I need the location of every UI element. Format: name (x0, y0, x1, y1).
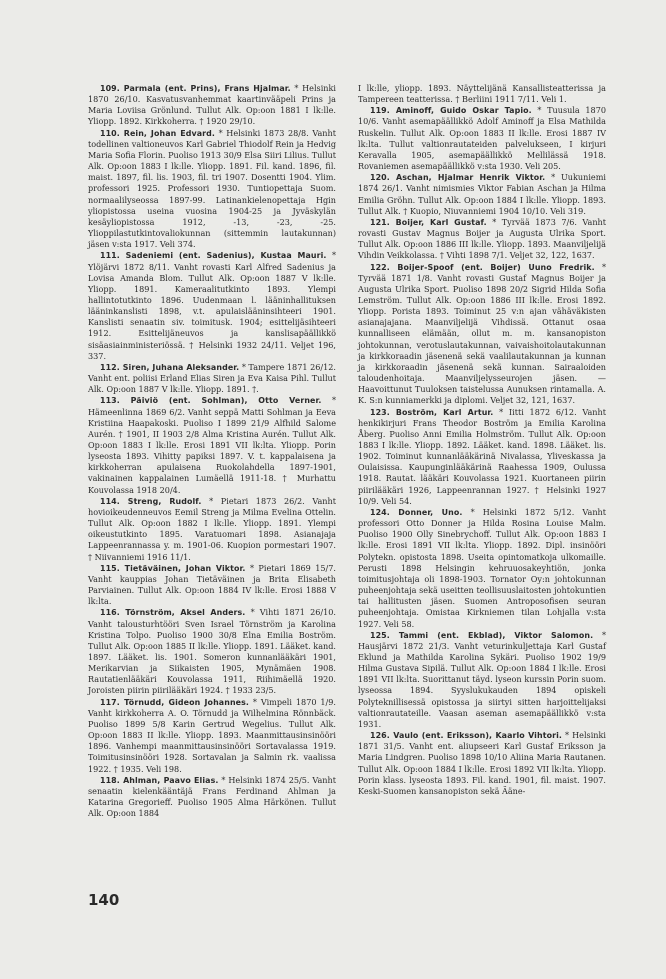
biography-entry (88, 697, 336, 775)
entry-name: Vaulo (ent. Eriksson), Kaarlo Vihtori. (393, 731, 562, 741)
entry-text: * Pietari 1869 15/7. Vanht kauppias Johan Tietäväinen ja Brita Elisabeth Parviainen. Tullut Alk. Op:oon 1884 IV lk:lle. Erosi 1888 V lk:lta. (88, 562, 336, 607)
entry-text: I lk:lle, yliopp. 1893. Näyttelijänä Kansallisteatterissa ja Tampereen teatterissa. † Berliini 1911 7/11. Veli 1. (358, 83, 606, 105)
entry-number: 112. (100, 362, 120, 372)
entry-number: 126. (370, 731, 390, 741)
entry-text: * Hausjärvi 1872 21/3. Vanht veturinkuljettaja Karl Gustaf Eklund ja Mathilda Karolina Sykäri. Puoliso 1902 19/9 Hilma Gustava Sipilä. Tullut Alk. Op:oon 1884 I lk:lle. Erosi 1891 VII lk:lta. Suorittanut täyd. lyseon kurssin Porin suom. lyseossa 1894. Syyslukukauden 1894 opiskeli Polyteknillisessä opistossa ja siirtyi sitten harjoittelijaksi valtionrautateille. Vaasan aseman asemapäällikkö v:sta 1931. (358, 629, 606, 729)
entry-text: * Iitti 1872 6/12. Vanht henkikirjuri Frans Theodor Boström ja Emilia Karolina Åberg. Puoliso Anni Emilia Holmström. Tullut Alk. Op:oon 1883 I lk:lle. Yliopp. 1892. Lääket. kand. 1898. Lääket. lis. 1902. Toiminut kunnanlääkärinä Nivalassa, Yliveskassa ja Oulaisissa. Kaupunginlääkärinä Raahessa 1909, Oulussa 1918. Rautat. lääkäri Kouvolassa 1921. Kuortaneen piirin piirilääkäri 1926, Lappeenrannan 1927. † Helsinki 1927 10/9. Veli 54. (358, 406, 606, 506)
entry-heading (370, 408, 493, 417)
entry-number: 119. (370, 106, 390, 116)
biography-entry (358, 262, 606, 407)
entry-heading (100, 698, 249, 707)
left-column (88, 83, 336, 819)
entry-heading (370, 508, 463, 517)
entry-heading (100, 564, 246, 573)
entry-text: * Helsinki 1873 28/8. Vanht todellinen valtioneuvos Karl Gabriel Thiodolf Rein ja Hedvig Maria Sofia Florin. Puoliso 1913 30/9 Elsa Siiri Lilius. Tullut Alk. Op:oon 1883 I lk:lle. Yliopp. 1891. Fil. kand. 1896, fil. maist. 1897, fil. lis. 1903, fil. tri 1907. Dosentti 1904. Ylim. professori 1925. Professori 1930. Tuntiopettaja Suom. normaalilyseossa 1897-99. Latinankielenopettaja Hgin yliopistossa useina vuosina 1904-25 ja Jyväskylän kesäyliopistossa 1912, -13, -23, -25. Ylioppilastutkintovaliokunnan (sittemmin lautakunnan) jäsen v:sta 1917. Veli 374. (88, 127, 337, 250)
biography-entry (88, 362, 336, 395)
entry-heading (370, 173, 545, 182)
entry-name: Parmala (ent. Prins), Frans Hjalmar. (123, 84, 291, 93)
entry-heading (370, 631, 593, 640)
entry-number: 125. (370, 630, 390, 640)
entry-name: Tammi (ent. Ekblad), Viktor Salomon. (398, 630, 594, 640)
entry-heading (100, 776, 218, 785)
right-column (358, 83, 606, 797)
entry-name: Rein, Johan Edvard. (123, 128, 215, 138)
entry-text: * Pietari 1873 26/2. Vanht hovioikeudenneuvos Eemil Streng ja Milma Evelina Ottelin. Tullut Alk. Op:oon 1882 I lk:lle. Yliopp. 1891. Ylempi oikeustutkinto 1895. Varatuomari 1898. Asianajaja Lappeenrannassa y. m. 1901-06. Kuopion pormestari 1907. † Niivanniemi 1916 11/1. (88, 495, 336, 562)
entry-text: * Vimpeli 1870 1/9. Vanht kirkkoherra A. O. Törnudd ja Wilhelmina Rönnbäck. Puoliso 1899 5/8 Karin Gertrud Wegelius. Tullut Alk. Op:oon 1883 II lk:lle. Yliopp. 1893. Maanmittausinsinööri 1896. Vanhempi maanmittausinsinööri Sortavalassa 1919. Toimitusinsinööri 1928. Sortavalan ja Salmin rk. vaalissa 1922. † 1935. Veli 198. (88, 696, 336, 774)
entry-name: Aminoff, Guido Oskar Tapio. (395, 106, 532, 116)
entry-heading (100, 251, 326, 260)
entry-name: Aschan, Hjalmar Henrik Viktor. (396, 173, 546, 183)
biography-entry (358, 407, 606, 507)
biography-entry (358, 217, 606, 262)
entry-heading (370, 106, 532, 115)
entry-heading (100, 363, 239, 372)
entry-heading (100, 497, 202, 506)
entry-name: Ahlman, Paavo Elias. (123, 775, 219, 785)
entry-number: 115. (100, 563, 120, 573)
biography-entry (88, 496, 336, 563)
entry-text: * Helsinki 1871 31/5. Vanht ent. aliupseeri Karl Gustaf Eriksson ja Maria Lindgren. Puoliso 1898 10/10 Aliina Maria Rautanen. Tullut Alk. Op:oon 1884 I lk:lle. Erosi 1892 VII lk:lta. Yliopp. Porin klass. lyseosta 1893. Fil. kand. 1901, fil. maist. 1907. Keski-Suomen kansanopiston sekä Ääne- (358, 730, 606, 796)
entry-number: 118. (100, 775, 120, 785)
entry-heading (370, 263, 595, 272)
biography-entry (358, 172, 606, 217)
entry-text: * Helsinki 1872 5/12. Vanht professori Otto Donner ja Hilda Rosina Louise Malm. Puoliso 1900 Olly Sinebrychoff. Tullut Alk. Op:oon 1883 I lk:lle. Erosi 1891 VII lk:lta. Yliopp. 1892. Dipl. insinööri Polytekn. opistosta 1898. Useita opintomatkoja ulkomaille. Perusti 1898 Helsingin kehruuosakeyhtiön, jonka toimitusjohtaja oli 1898-1903. Tornator Oy:n johtokunnan puheenjohtaja sekä useitten teollisuuslaitosten johtokuntien tai hallitusten jäsen. Suomen Antroposofisen seuran puheenjohtaja. Omistaa Kirkniemen tilan Lohjalla v:sta 1927. Veli 58. (358, 506, 606, 629)
entry-heading (100, 129, 215, 138)
entry-name: Donner, Uno. (398, 507, 463, 517)
entry-text: * Tyrvää 1871 1/8. Vanht rovasti Gustaf Magnus Boijer ja Augusta Ulrika Sport. Puoliso 1898 20/2 Sigrid Hilda Sofia Lemström. Tullut Alk. Op:oon 1886 III lk:lle. Erosi 1892. Yliopp. Poristа 1893. Toiminut 25 v:n ajan vähäväkisten asianajajana. Maanviljelijä Vihdissä. Ottanut osaa kunnalliseen elämään, ollut m. m. kansanopiston johtokunnan, verotuslautakunnan, vaivaishoitolautakunnan ja kirkkoraadin jäsenenä sekä vaalilautakunnan ja kunnan ja kirkkoraadin jäsenenä sekä kunnan. Sairaaloiden taloudenhoitaja. Maanviljelysseurojen jäsen. — Haavoittunut Tuuloksen taistelussa Aunuksen rintamalla. A. K. S:n kunniamerkki ja diplomi. Veljet 32, 121, 1637. (358, 261, 606, 406)
entry-name: Törnström, Aksel Anders. (125, 608, 246, 618)
entry-text: * Tuusula 1870 10/6. Vanht asemapäällikkö Adolf Aminoff ja Elsa Mathilda Ruskelin. Tullut Alk. Op:oon 1883 II lk:lle. Erosi 1887 IV lk:lta. Tullut valtionrautateiden palvelukseen, I kirjuri Keravalla 1905, asemapäällikkö Mellilässä 1918. Rovaniemen asemapäällikkö v:sta 1930. Veli 205. (358, 105, 606, 172)
entry-name: Siren, Juhana Aleksander. (122, 362, 240, 372)
biography-entry (358, 630, 606, 730)
biography-entry (88, 775, 336, 820)
biography-entry (88, 395, 336, 495)
entry-name: Törnudd, Gideon Johannes. (124, 697, 250, 707)
entry-number: 114. (100, 496, 120, 506)
entry-name: Päiviö (ent. Sohlman), Otto Verner. (130, 396, 322, 406)
entry-number: 113. (100, 396, 120, 406)
entry-name: Boijer-Spoof (ent. Boijer) Uuno Fredrik. (397, 262, 595, 272)
entry-number: 124. (370, 507, 390, 517)
entry-text: * Hämeenlinna 1869 6/2. Vanht seppä Matti Sohlman ja Eeva Kristiina Haapakoski. Puoliso I 1899 21/9 Alfhild Salome Aurén. † 1901, II 1903 2/8 Alma Kristina Aurén. Tullut Alk. Op:oon 1883 I lk:lle. Erosi 1891 VII lk:lta. Yliopp. Porin lyseosta 1893. Vihitty papiksi 1897. V. t. kappalaisena ja kirkkoherran apulaisena Ruokolahdella 1897-1901, vakinainen kappalainen Lumäellä 1911-18. † Murhattu Kouvolassa 1918 20/4. (88, 395, 337, 495)
entry-number: 121. (370, 217, 390, 227)
biography-entry (358, 507, 606, 630)
biography-entry (88, 128, 336, 251)
entry-number: 110. (100, 128, 120, 138)
entry-name: Sadeniemi (ent. Sadenius), Kustaa Mauri. (125, 251, 327, 261)
entry-text: * Helsinki 1870 26/10. Kasvatusvanhemmat kaartinvääpeli Prins ja Maria Loviisa Grönlund. Tullut Alk. Op:oon 1881 I lk:lle. Yliopp. 1892. Kirkkoherra. † 1920 29/10. (88, 83, 336, 127)
biography-entry (358, 105, 606, 172)
biography-entry (88, 607, 336, 696)
entry-text: * Uukuniemi 1874 26/1. Vanht nimismies Viktor Fabian Aschan ja Hilma Emilia Gröhn. Tullut Alk. Op:oon 1884 I lk:lle. Yliopp. 1893. Tullut Alk. † Kuopio, Niuvanniemi 1904 10/10. Veli 319. (358, 172, 606, 216)
entry-number: 122. (370, 262, 390, 272)
biography-entry (88, 83, 336, 128)
entry-name: Boström, Karl Artur. (395, 407, 494, 417)
entry-name: Boijer, Karl Gustaf. (395, 217, 487, 227)
entry-name: Streng, Rudolf. (127, 496, 202, 506)
entry-heading (100, 84, 291, 93)
biography-entry (88, 563, 336, 608)
entry-heading (370, 731, 562, 740)
entry-number: 123. (370, 407, 390, 417)
entry-heading (370, 218, 487, 227)
entry-number: 120. (370, 173, 390, 183)
entry-text: * Tampere 1871 26/12. Vanht ent. poliisi Erland Elias Siren ja Eva Kaisa Pihl. Tullut Alk. Op:oon 1887 V lk:lle. Yliopp. 1891. †. (88, 361, 336, 395)
entry-name: Tietäväinen, Johan Viktor. (124, 563, 246, 573)
entry-text: * Tyrvää 1873 7/6. Vanht rovasti Gustav Magnus Boijer ja Augusta Ulrika Sport. Tullut Alk. Op:oon 1886 III lk:lle. Yliopp. 1893. Maanviljelijä Vihdin Veikkolassa. † Vihti 1898 7/1. Veljet 32, 122, 1637. (358, 216, 606, 261)
entry-heading (100, 608, 245, 617)
entry-number: 116. (100, 608, 120, 618)
page-number: 140 (88, 891, 120, 909)
biography-entry (88, 250, 336, 362)
entry-continuation (358, 83, 606, 105)
entry-number: 117. (100, 697, 120, 707)
entry-number: 111. (100, 251, 120, 261)
entry-text: * Vihti 1871 26/10. Vanht talousturhtööri Sven Israel Törnström ja Karolina Kristina Tolpo. Puoliso 1900 30/8 Elna Emilia Boström. Tullut Alk. Op:oon 1885 II lk:lle. Yliopp. 1891. Lääket. kand. 1897. Lääket. lis. 1901. Someron kunnanlääkäri 1901, Merikarvian ja Siikaisten 1905, Mynämäen 1908. Rautatienlääkäri Kouvolassa 1911, Riihimäellä 1920. Joroisten piirin piirilääkäri 1924. † 1933 23/5. (88, 607, 336, 696)
entry-number: 109. (100, 84, 120, 93)
entry-text: * Ylöjärvi 1872 8/11. Vanht rovasti Karl Alfred Sadenius ja Lovisa Amanda Blom. Tullut Alk. Op:oon 1887 V lk:lle. Yliopp. 1891. Kameraalitutkinto 1893. Ylempi hallintotutkinto 1896. Uudenmaan l. lääninhallituksen lääninkanslisti 1898, v.t. apulaislääninsihteeri 1901. Kanslisti senaatin siv. toimitusk. 1904; esittelijäsihteeri 1912. Esittelijäneuvos ja kanslisapäällikkö sisäasiainministeriössä. † Helsinki 1932 24/11. Veljet 196, 337. (88, 250, 336, 361)
entry-text: * Helsinki 1874 25/5. Vanht senaatin kielenkääntäjä Frans Ferdinand Ahlman ja Katarina Gregorieff. Puoliso 1905 Alma Härkönen. Tullut Alk. Op:oon 1884 (88, 774, 336, 819)
entry-heading (100, 396, 321, 405)
biography-entry (358, 730, 606, 797)
